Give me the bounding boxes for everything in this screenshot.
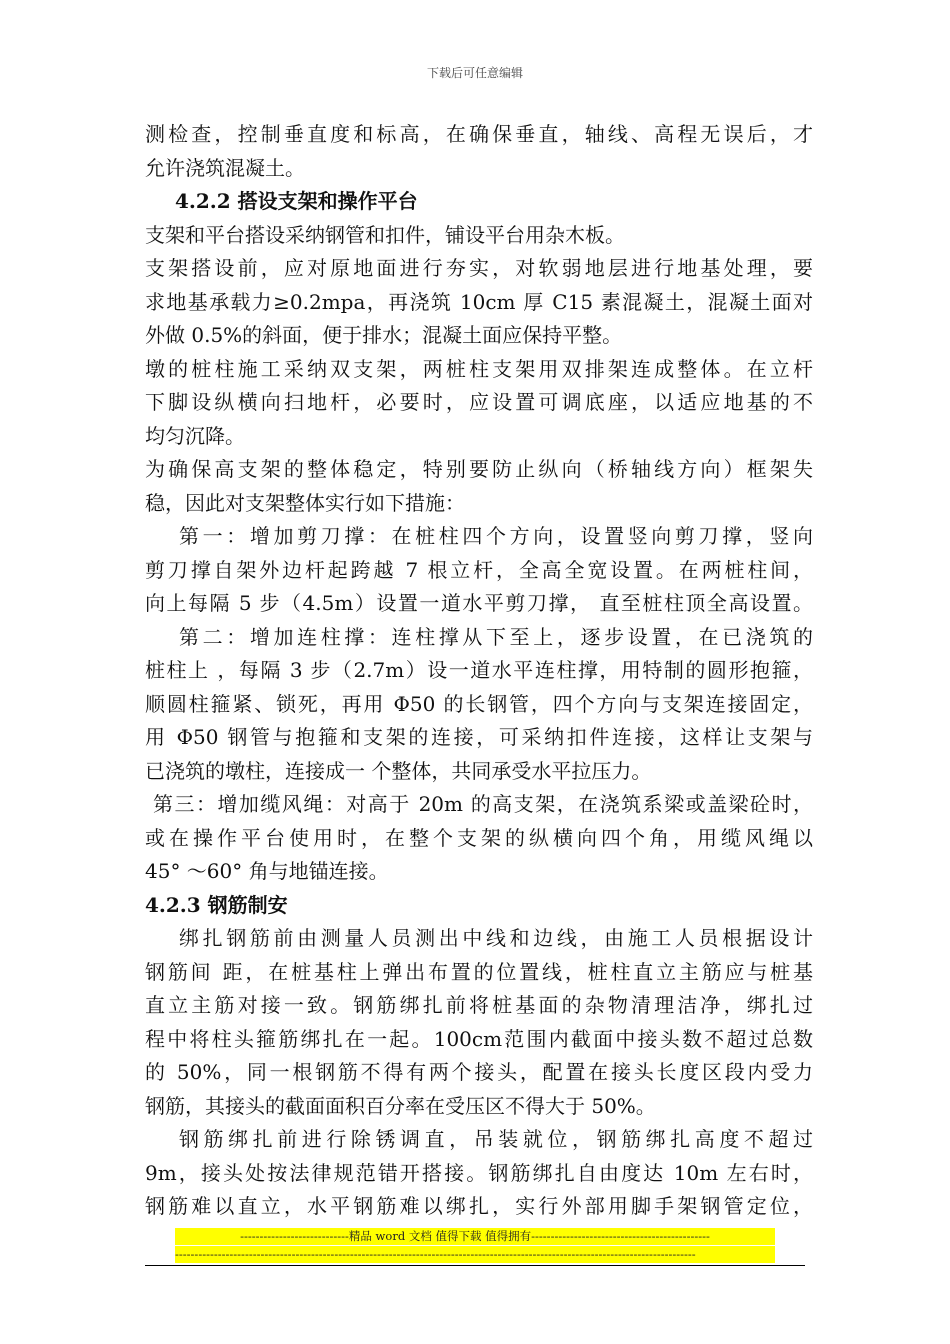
- footer-dash-line: --------------------------------------------------------------------------------------------------------------------------------------: [175, 1246, 775, 1263]
- paragraph-line: 顺圆柱箍紧、锁死，再用 Φ50 的长钢管，四个方向与支架连接固定，: [145, 691, 813, 716]
- paragraph-line: 允许浇筑混凝土。: [145, 155, 305, 180]
- paragraph-line: 支架搭设前，应对原地面进行夯实，对软弱地层进行地基处理，要: [145, 256, 813, 280]
- paragraph-line: 直立主筋对接一致。钢筋绑扎前将桩基面的杂物清理洁净，绑扎过: [145, 993, 813, 1017]
- paragraph-line: 剪刀撑自架外边杆起跨越 7 根立杆，全高全宽设置。在两桩柱间，: [145, 557, 813, 582]
- paragraph-line: 墩的桩柱施工采纳双支架，两桩柱支架用双排架连成整体。在立杆: [145, 356, 813, 381]
- paragraph-line: 支架和平台搭设采纳钢管和扣件，铺设平台用杂木板。: [145, 222, 625, 247]
- paragraph-line: 均匀沉降。: [145, 423, 245, 448]
- footer-rule: [145, 1265, 805, 1266]
- paragraph-line: 钢筋间 距，在桩基柱上弹出布置的位置线，桩柱直立主筋应与桩基: [145, 959, 813, 984]
- paragraph-line: 为确保高支架的整体稳定，特别要防止纵向（桥轴线方向）框架失: [145, 457, 813, 481]
- paragraph-line: 绑扎钢筋前由测量人员测出中线和边线，由施工人员根据设计: [179, 926, 813, 950]
- paragraph-line: 9m，接头处按法律规范错开搭接。钢筋绑扎自由度达 10m 左右时，: [145, 1160, 813, 1185]
- paragraph-line: 下脚设纵横向扫地杆，必要时，应设置可调底座，以适应地基的不: [145, 390, 813, 414]
- paragraph-line: 用 Φ50 钢管与抱箍和支架的连接，可采纳扣件连接，这样让支架与: [145, 725, 813, 749]
- paragraph-line: 钢筋，其接头的截面面积百分率在受压区不得大于 50%。: [145, 1093, 656, 1118]
- paragraph-line: 向上每隔 5 步（4.5m）设置一道水平剪刀撑， 直至桩柱顶全高设置。: [145, 591, 813, 615]
- paragraph-line: 钢筋绑扎前进行除锈调直，吊装就位，钢筋绑扎高度不超过: [179, 1127, 813, 1151]
- page-header: 下载后可任意编辑: [426, 66, 523, 80]
- paragraph-line: 第一：增加剪刀撑：在桩柱四个方向，设置竖向剪刀撑，竖向: [179, 524, 813, 548]
- section-heading: 4.2.3 钢筋制安: [145, 892, 288, 917]
- paragraph-line: 桩柱上 ，每隔 3 步（2.7m）设一道水平连柱撑，用特制的圆形抱箍，: [145, 658, 813, 682]
- paragraph-line: 已浇筑的墩柱，连接成一 个整体，共同承受水平拉压力。: [145, 758, 652, 783]
- section-heading: 4.2.2 搭设支架和操作平台: [175, 189, 418, 213]
- paragraph-line: 或在操作平台使用时，在整个支架的纵横向四个角，用缆风绳以: [145, 825, 813, 850]
- paragraph-line: 求地基承载力≥0.2mpa，再浇筑 10cm 厚 C15 素混凝土，混凝土面对: [145, 289, 813, 314]
- paragraph-line: 程中将柱头箍筋绑扎在一起。100cm范围内截面中接头数不超过总数: [145, 1026, 813, 1051]
- footer-banner: ----------------------------精品 word 文档 值得下载 值得拥有----------------------------------------------: [175, 1228, 775, 1245]
- paragraph-line: 第三：增加缆风绳：对高于 20m 的高支架，在浇筑系梁或盖梁砼时，: [153, 792, 813, 816]
- document-body: [145, 118, 813, 1224]
- paragraph-line: 外做 0.5%的斜面，便于排水；混凝土面应保持平整。: [145, 323, 623, 347]
- paragraph-line: 测检查，控制垂直度和标高，在确保垂直，轴线、高程无误后，才: [145, 122, 813, 146]
- paragraph-line: 45° ～60° 角与地锚连接。: [145, 859, 389, 883]
- paragraph-line: 稳，因此对支架整体实行如下措施：: [145, 490, 465, 515]
- paragraph-line: 的 50%，同一根钢筋不得有两个接头，配置在接头长度区段内受力: [145, 1060, 813, 1084]
- paragraph-line: 钢筋难以直立，水平钢筋难以绑扎，实行外部用脚手架钢管定位，: [145, 1194, 813, 1218]
- paragraph-line: 第二：增加连柱撑：连柱撑从下至上，逐步设置，在已浇筑的: [179, 624, 813, 649]
